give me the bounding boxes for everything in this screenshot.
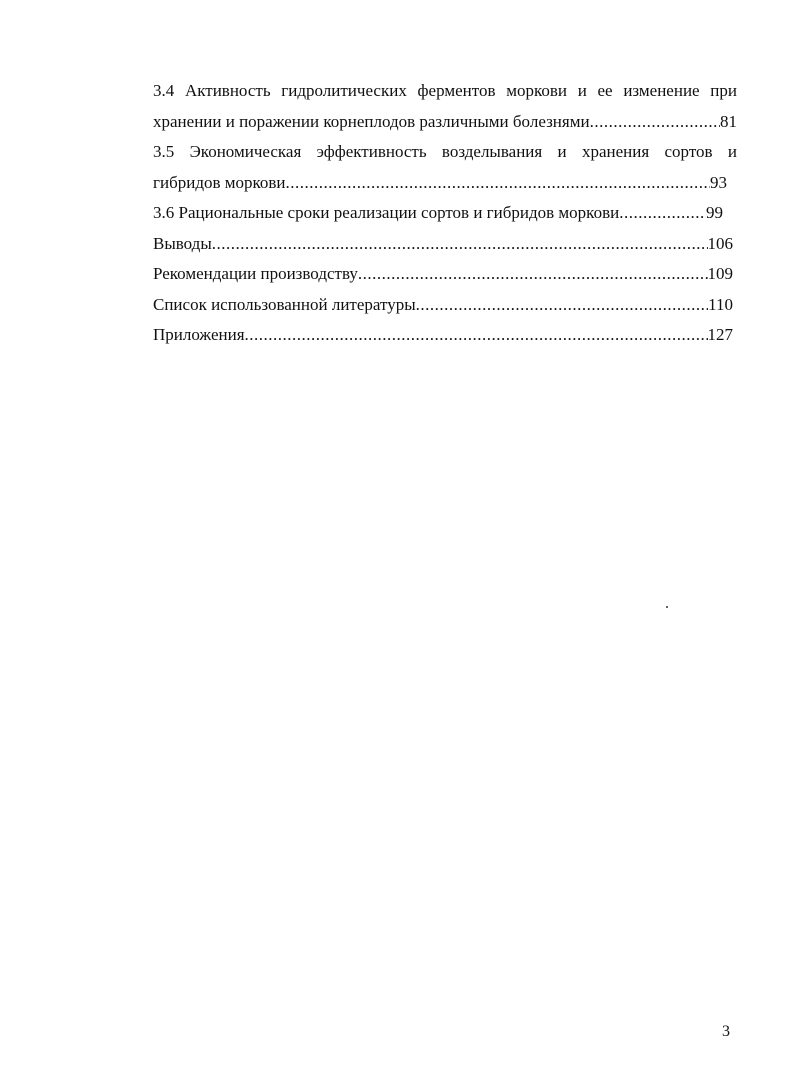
toc-entry-3-4-heading-line1: 3.4 Активность гидролитических ферментов моркови и ее изменение при xyxy=(153,81,737,100)
toc-entry-recommendations xyxy=(153,259,733,290)
toc-entry-page: 127 xyxy=(707,325,733,344)
dot-leader xyxy=(358,259,708,290)
toc-entry-page: 81 xyxy=(720,111,737,131)
toc-entry-3-5 xyxy=(153,168,727,199)
toc-entry-page: 106 xyxy=(707,233,733,253)
toc-entry-page: 93 xyxy=(710,172,727,192)
toc-entry-appendices xyxy=(153,320,733,351)
toc-entry-conclusions xyxy=(153,229,733,260)
toc-entry-page: 110 xyxy=(708,294,733,314)
dot-leader xyxy=(416,290,708,321)
toc-entry-title: гибридов моркови xyxy=(153,172,286,192)
toc-entry-page: 99 xyxy=(706,203,723,222)
dot-leader xyxy=(245,320,708,351)
toc-entry-page: 109 xyxy=(707,264,733,283)
toc-entry-title: Список использованной литературы xyxy=(153,294,416,314)
toc-entry-3-4 xyxy=(153,107,737,138)
toc-entry-title: 3.6 Рациональные сроки реализации сортов и гибридов моркови xyxy=(153,203,620,222)
table-of-contents xyxy=(153,76,737,351)
toc-entry-title: Рекомендации производству xyxy=(153,264,358,283)
dot-leader xyxy=(286,168,710,199)
dot-leader xyxy=(590,107,720,138)
dot-leader xyxy=(619,198,706,229)
toc-entry-title: Выводы xyxy=(153,233,212,253)
toc-entry-title: Приложения xyxy=(153,325,245,344)
page-number: 3 xyxy=(722,1023,730,1040)
toc-entry-3-6 xyxy=(153,198,723,229)
toc-entry-3-5-heading-line1: 3.5 Экономическая эффективность возделывания и хранения сортов и xyxy=(153,142,737,161)
scan-speck xyxy=(666,606,668,608)
dot-leader xyxy=(212,229,708,260)
toc-entry-references xyxy=(153,290,733,321)
toc-entry-title: хранении и поражении корнеплодов различными болезнями xyxy=(153,111,590,131)
